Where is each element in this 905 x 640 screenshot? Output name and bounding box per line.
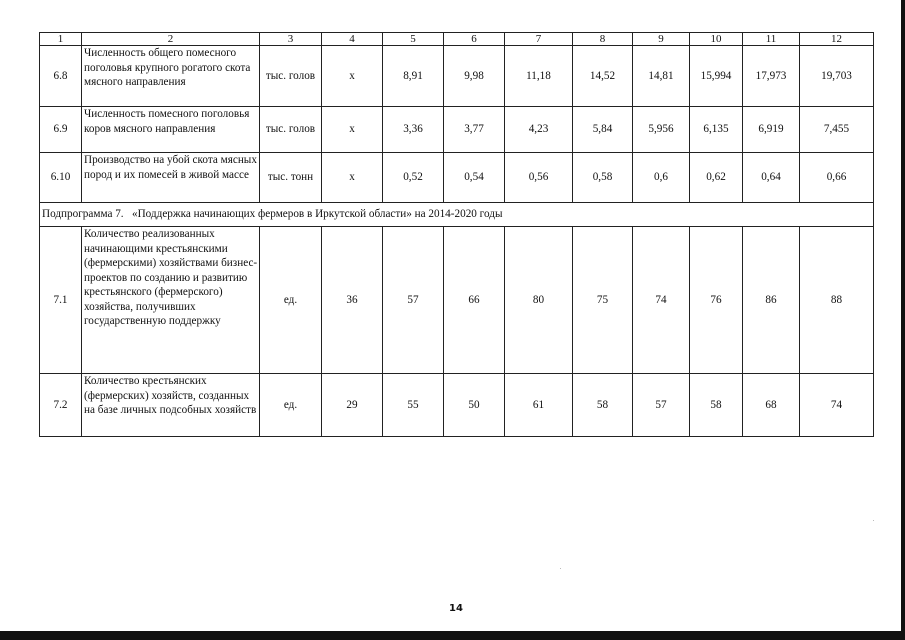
unit-cell: ед. <box>260 374 322 437</box>
indicator-name: Количество крестьянских (фермерских) хозяйств, созданных на базе личных подсобных хозяйств <box>82 374 260 437</box>
value-cell: 8,91 <box>383 46 444 107</box>
value-cell: 0,56 <box>505 153 573 203</box>
value-cell: 17,973 <box>743 46 800 107</box>
table-row-6-10 <box>40 153 874 203</box>
scan-speck <box>873 520 874 521</box>
header-cell: 9 <box>633 33 690 46</box>
indicators-table <box>39 32 874 437</box>
value-cell: 55 <box>383 374 444 437</box>
header-cell: 7 <box>505 33 573 46</box>
value-cell: 86 <box>743 227 800 374</box>
value-cell: 3,77 <box>444 107 505 153</box>
value-cell: х <box>322 153 383 203</box>
value-cell: 6,919 <box>743 107 800 153</box>
value-cell: 74 <box>633 227 690 374</box>
header-cell: 6 <box>444 33 505 46</box>
header-cell: 3 <box>260 33 322 46</box>
scan-border-right <box>901 0 905 640</box>
value-cell: 5,956 <box>633 107 690 153</box>
value-cell: х <box>322 107 383 153</box>
value-cell: 58 <box>690 374 743 437</box>
value-cell: 0,6 <box>633 153 690 203</box>
value-cell: 7,455 <box>800 107 874 153</box>
header-cell: 5 <box>383 33 444 46</box>
value-cell: 58 <box>573 374 633 437</box>
row-number: 6.10 <box>40 153 82 203</box>
value-cell: 11,18 <box>505 46 573 107</box>
value-cell: 19,703 <box>800 46 874 107</box>
unit-cell: тыс. голов <box>260 107 322 153</box>
row-number: 6.9 <box>40 107 82 153</box>
unit-cell: тыс. тонн <box>260 153 322 203</box>
table-row-7-2 <box>40 374 874 437</box>
value-cell: х <box>322 46 383 107</box>
value-cell: 57 <box>633 374 690 437</box>
value-cell: 57 <box>383 227 444 374</box>
value-cell: 0,66 <box>800 153 874 203</box>
value-cell: 14,52 <box>573 46 633 107</box>
table-row-6-8 <box>40 46 874 107</box>
value-cell: 6,135 <box>690 107 743 153</box>
scan-speck <box>560 568 561 569</box>
value-cell: 15,994 <box>690 46 743 107</box>
indicator-name: Численность общего помесного поголовья крупного рогатого скота мясного направления <box>82 46 260 107</box>
value-cell: 0,64 <box>743 153 800 203</box>
header-cell: 10 <box>690 33 743 46</box>
value-cell: 0,58 <box>573 153 633 203</box>
value-cell: 88 <box>800 227 874 374</box>
header-cell: 11 <box>743 33 800 46</box>
value-cell: 66 <box>444 227 505 374</box>
unit-cell: тыс. голов <box>260 46 322 107</box>
value-cell: 14,81 <box>633 46 690 107</box>
row-number: 7.2 <box>40 374 82 437</box>
value-cell: 50 <box>444 374 505 437</box>
value-cell: 61 <box>505 374 573 437</box>
table-row-6-9 <box>40 107 874 153</box>
value-cell: 74 <box>800 374 874 437</box>
value-cell: 36 <box>322 227 383 374</box>
page-number: 14 <box>449 603 463 614</box>
header-cell: 2 <box>82 33 260 46</box>
header-cell: 1 <box>40 33 82 46</box>
scan-border-bottom <box>0 631 905 640</box>
indicator-name: Количество реализованных начинающими крестьянскими (фермерскими) хозяйствами бизнес-проектов по созданию и развитию крестьянского (фермерского) хозяйства, получивших государственную поддержку <box>82 227 260 374</box>
indicator-name: Производство на убой скота мясных пород и их помесей в живой массе <box>82 153 260 203</box>
value-cell: 0,52 <box>383 153 444 203</box>
subprogram-title: Подпрограмма 7. «Поддержка начинающих фермеров в Иркутской области» на 2014-2020 годы <box>40 203 874 227</box>
value-cell: 5,84 <box>573 107 633 153</box>
unit-cell: ед. <box>260 227 322 374</box>
value-cell: 0,54 <box>444 153 505 203</box>
value-cell: 68 <box>743 374 800 437</box>
indicator-name: Численность помесного поголовья коров мясного направления <box>82 107 260 153</box>
subprogram-row <box>40 203 874 227</box>
table-row-7-1 <box>40 227 874 374</box>
header-cell: 12 <box>800 33 874 46</box>
header-cell: 4 <box>322 33 383 46</box>
value-cell: 29 <box>322 374 383 437</box>
value-cell: 4,23 <box>505 107 573 153</box>
row-number: 6.8 <box>40 46 82 107</box>
value-cell: 80 <box>505 227 573 374</box>
header-row <box>40 33 874 46</box>
value-cell: 0,62 <box>690 153 743 203</box>
row-number: 7.1 <box>40 227 82 374</box>
value-cell: 76 <box>690 227 743 374</box>
value-cell: 75 <box>573 227 633 374</box>
value-cell: 3,36 <box>383 107 444 153</box>
value-cell: 9,98 <box>444 46 505 107</box>
header-cell: 8 <box>573 33 633 46</box>
